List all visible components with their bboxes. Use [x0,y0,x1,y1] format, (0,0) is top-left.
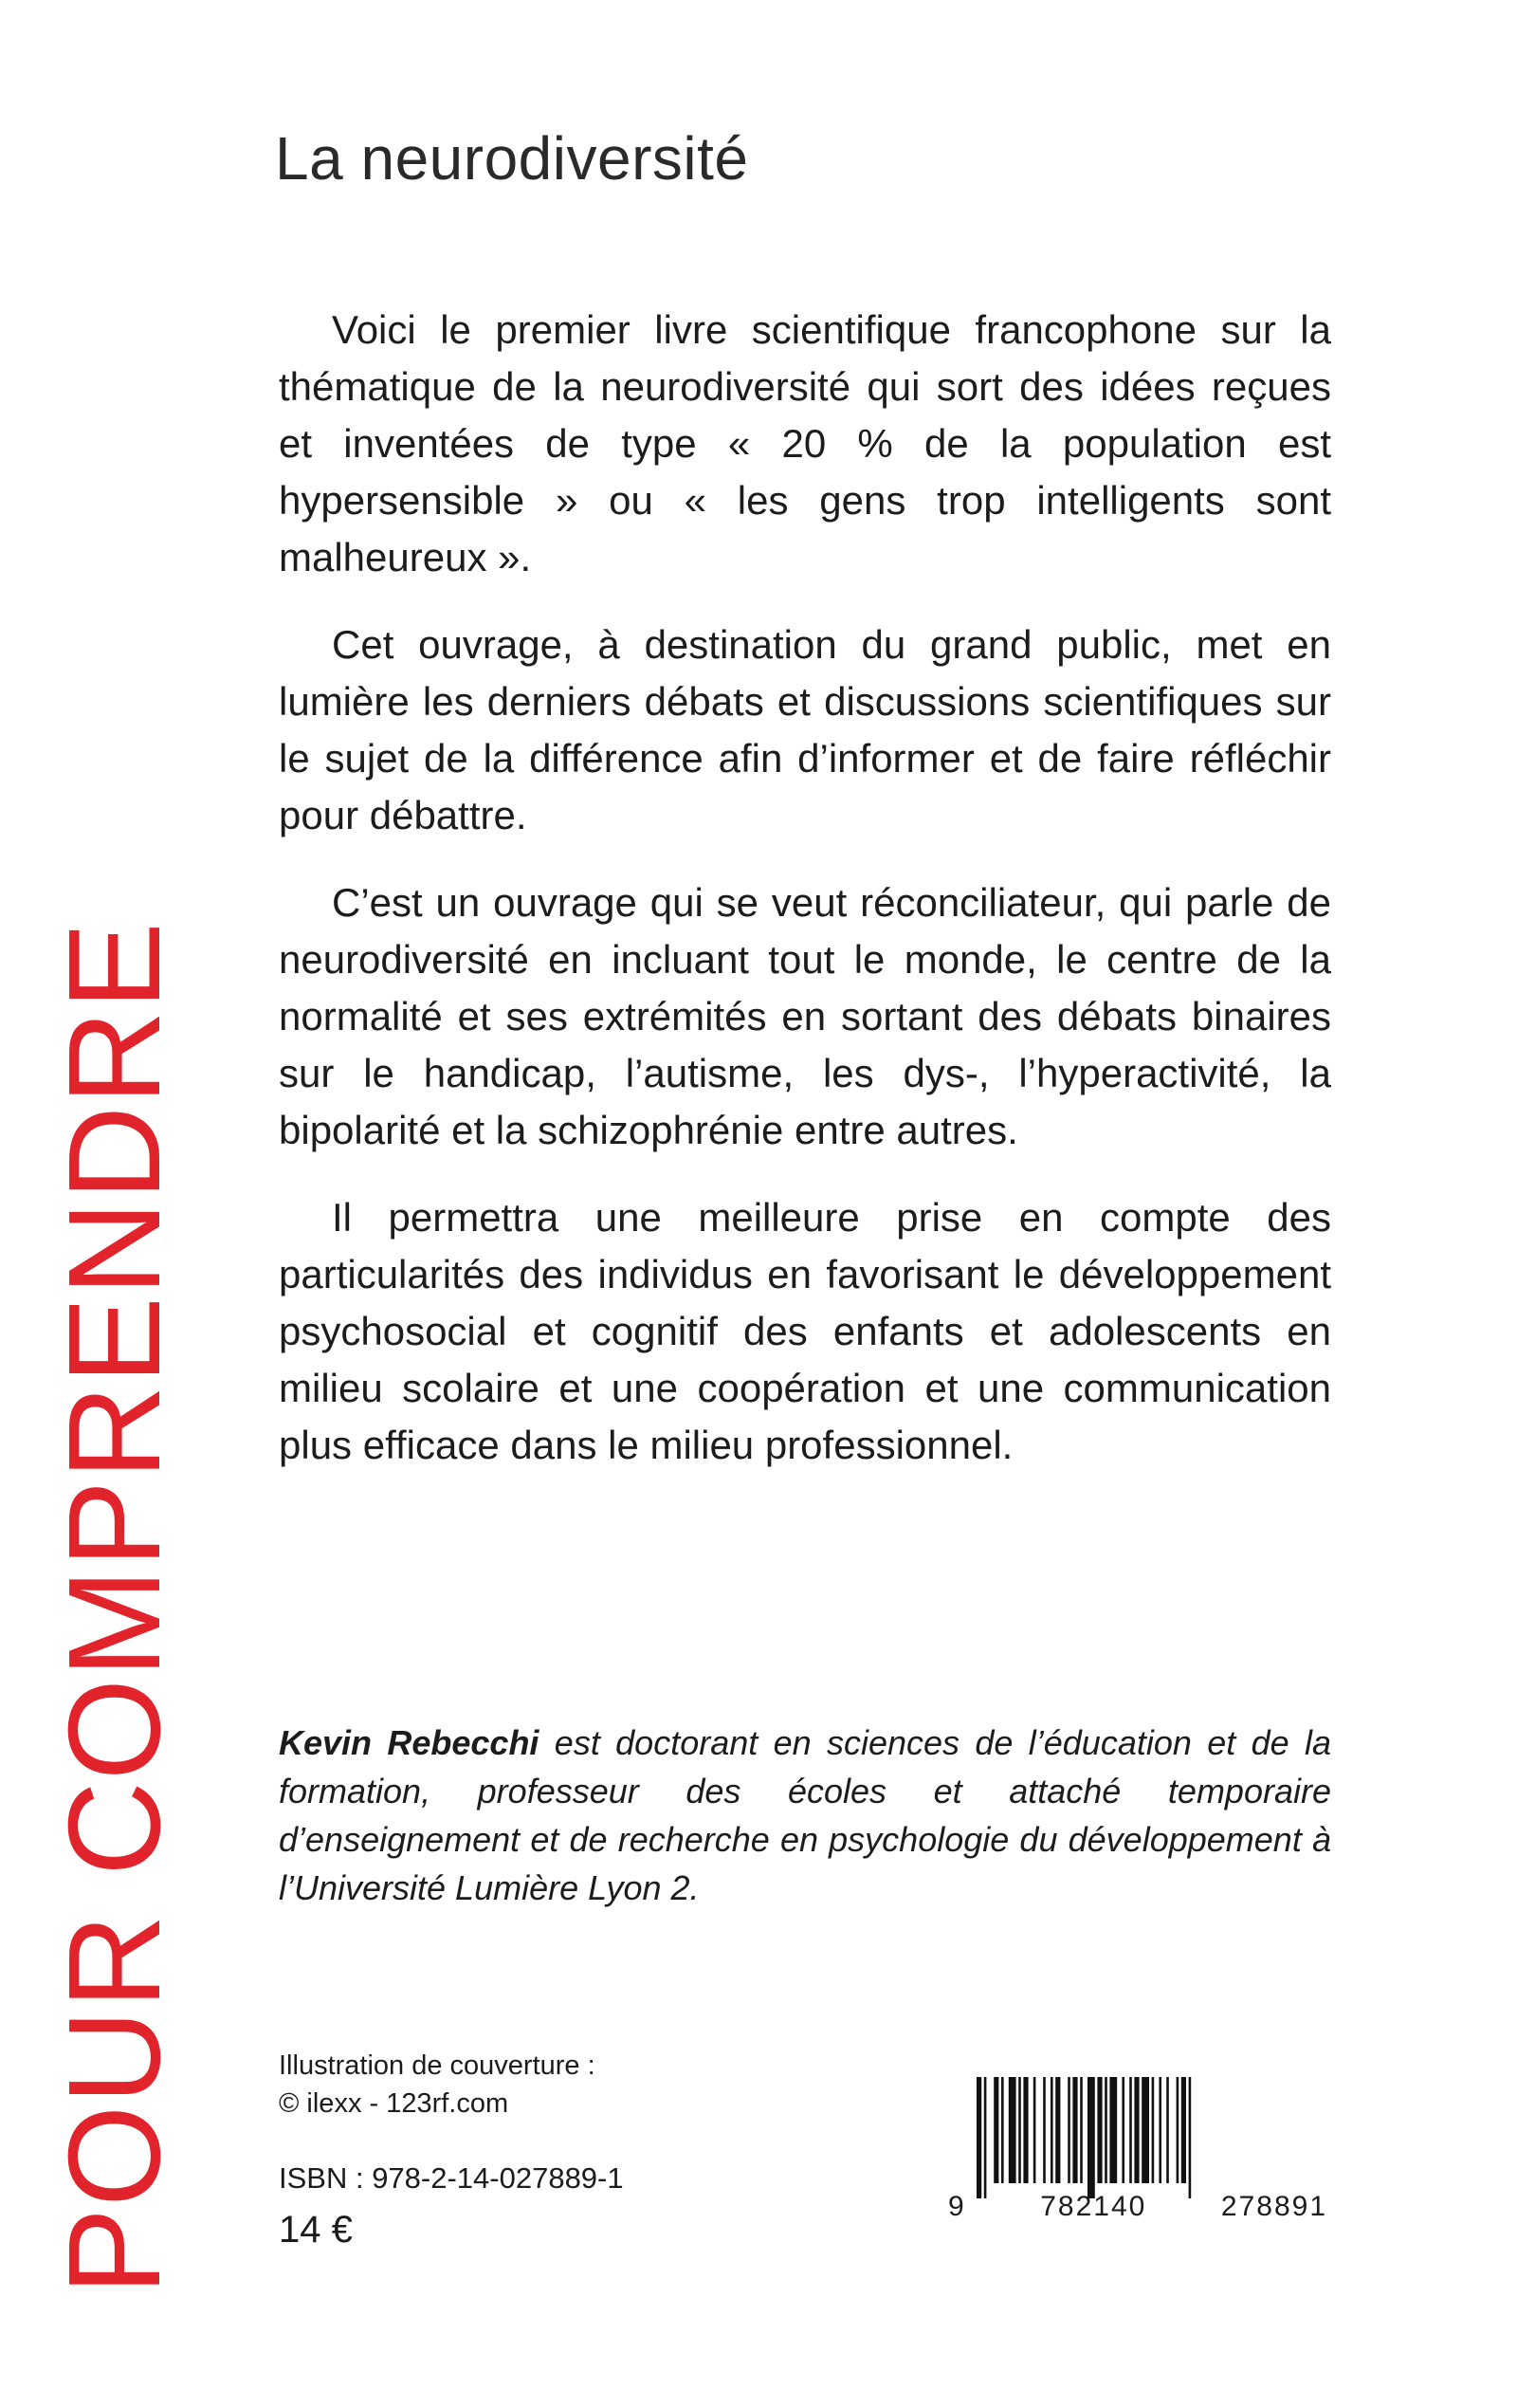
barcode-bar [1142,2077,1149,2183]
barcode-bar [1051,2077,1053,2183]
barcode-digits [948,2191,1327,2223]
author-bio-text: est doctorant en sciences de l’éducation et de la formation, professeur des écoles et attaché temporaire d’enseignement et de recherche en psychologie du développement à l’Université Lumière Lyon 2. [279,1723,1331,1907]
isbn: ISBN : 978-2-14-027889-1 [279,2161,624,2195]
paragraph: C’est un ouvrage qui se veut réconciliateur, qui parle de neurodiversité en incluant tout le monde, le centre de la normalité et ses extrémités en sortant des débats binaires sur le handicap, l’autisme, les dys-, l’hyperactivité, la bipolarité et la schizophrénie entre autres. [279,880,1331,1152]
barcode-group-1: 782140 [1040,2191,1147,2222]
barcode-first-digit: 9 [948,2191,966,2222]
barcode-group-2: 278891 [1220,2191,1327,2222]
illustration-credit [279,2047,595,2123]
barcode-bar [1134,2077,1139,2183]
barcode-bar [1080,2077,1083,2183]
barcode-bar [1122,2077,1124,2183]
barcode-bar [1181,2077,1186,2183]
barcode-bar [1177,2077,1179,2183]
barcode-bar [984,2077,987,2198]
barcode-bar [1087,2077,1095,2198]
barcode-bar [1105,2077,1107,2183]
barcode-bar [1072,2077,1077,2183]
barcode-bar [1152,2077,1155,2183]
page-title: La neurodiversité [275,124,749,193]
barcode-bar [1001,2077,1004,2183]
barcode-bar [1043,2077,1046,2183]
barcode-bar [1129,2077,1132,2183]
barcode-bar [1009,2077,1016,2183]
paragraph: Voici le premier livre scientifique francophone sur la thématique de la neurodiversité qui sort des idées reçues et inventées de type « 20 % de la population est hypersensible » ou « les gens trop intelligents sont malheureux ». [279,307,1331,579]
barcode [948,2077,1327,2267]
barcode-bar [1033,2077,1036,2183]
paragraph: Cet ouvrage, à destination du grand public, met en lumière les derniers débats et discussions scientifiques sur le sujet de la différence afin d’informer et de faire réfléchir pour débattre. [279,622,1331,837]
barcode-bar [977,2077,981,2198]
credit-source: © ilexx - 123rf.com [279,2088,509,2119]
author-name: Kevin Rebecchi [279,1723,539,1762]
paragraph: Il permettra une meilleure prise en compte des particularités des individus en favorisant le développement psychosocial et cognitif des enfants et adolescents en milieu scolaire et une coopération et une communication plus efficace dans le milieu professionnel. [279,1195,1331,1467]
barcode-bar [1159,2077,1161,2183]
barcode-bar [1068,2077,1070,2183]
barcode-bar [1189,2077,1192,2198]
price: 14 € [279,2209,353,2251]
barcode-bar [1109,2077,1117,2183]
barcode-bar [1018,2077,1021,2183]
barcode-bar [1166,2077,1169,2183]
barcode-bar [1055,2077,1060,2183]
barcode-bar [994,2077,998,2183]
barcode-bar [1097,2077,1102,2183]
back-cover-text [279,302,1331,1504]
barcode-bar [1023,2077,1028,2183]
author-bio [279,1719,1331,1912]
series-name: POUR COMPRENDRE [42,921,188,2295]
credit-label: Illustration de couverture : [279,2050,595,2081]
